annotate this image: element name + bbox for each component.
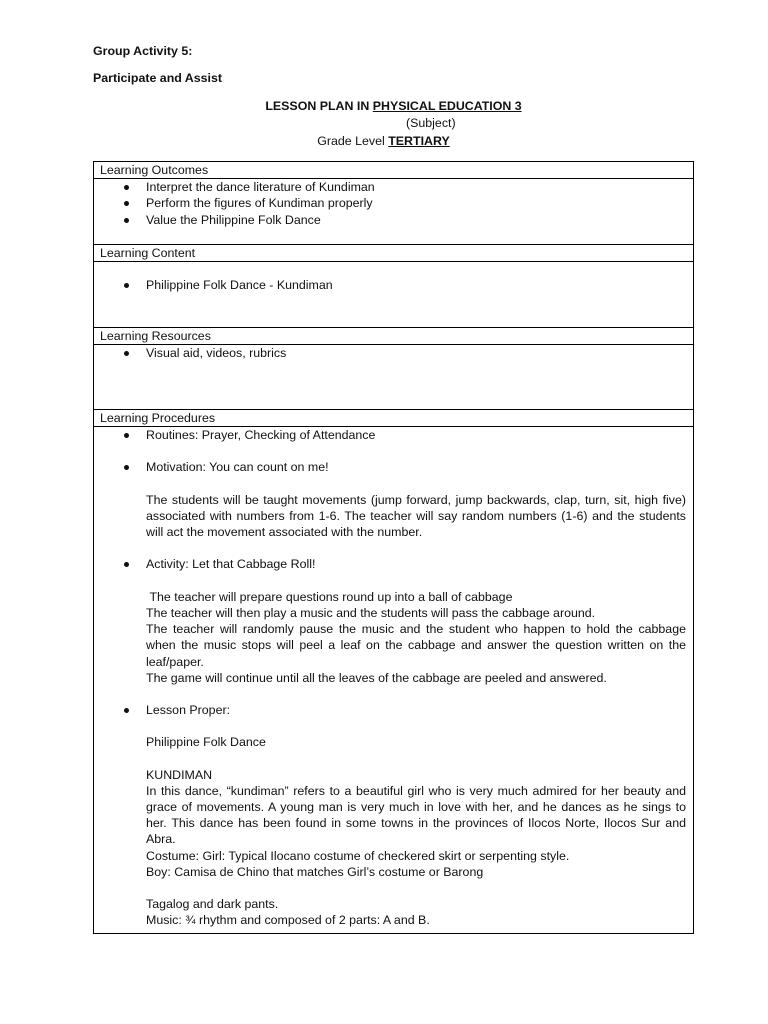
activity-line: The teacher will prepare questions round up into a ball of cabbage [146,589,513,604]
activity-line: The teacher will then play a music and the students will pass the cabbage around. [146,606,596,621]
bullet-icon [100,427,146,443]
dance-name: KUNDIMAN [146,767,213,782]
list-item: Motivation: You can count on me! [100,459,693,475]
bullet-icon [100,345,146,361]
bullet-icon [100,277,146,293]
grade-level [93,134,674,148]
dance-heading: Philippine Folk Dance [146,735,266,750]
list-item: Value the Philippine Folk Dance [100,212,693,228]
list-item: Philippine Folk Dance - Kundiman [100,277,693,293]
list-item: Visual aid, videos, rubrics [100,345,693,361]
resources-header: Learning Resources [94,328,694,345]
list-item: Interpret the dance literature of Kundiman [100,179,693,195]
bullet-icon [100,459,146,475]
activity-line: The teacher will randomly pause the music and the student who happen to hold the cabbage when the music stops will peel a leaf on the cabbage and answer the question written on the leaf/paper. [146,622,686,669]
lesson-plan-prefix: LESSON PLAN IN [265,99,373,113]
costume-boy: Boy: Camisa de Chino that matches Girl’s costume or Barong [146,864,484,879]
lesson-plan-table [93,161,694,934]
music-line: Music: ¾ rhythm and composed of 2 parts: A and B. [146,913,430,928]
tagalog-line: Tagalog and dark pants. [146,897,279,912]
activity-subtitle: Participate and Assist [93,71,223,85]
resources-body [94,345,694,410]
list-item: Lesson Proper: [100,702,693,718]
subject-label: (Subject) [406,116,456,130]
bullet-icon [100,179,146,195]
list-item: Perform the figures of Kundiman properly [100,195,693,211]
list-item: Routines: Prayer, Checking of Attendance [100,427,693,443]
content-header: Learning Content [94,245,694,262]
grade-value: TERTIARY [388,134,450,148]
dance-description: In this dance, “kundiman” refers to a beautiful girl who is very much admired for her beauty and grace of movements. A young man is very much in love with her, and he dances as he sings to her. This dance has been found in some towns in the provinces of Ilocos Norte, Ilocos Sur and Abra. [146,783,686,847]
bullet-icon [100,702,146,718]
content-body [94,262,694,328]
activity-line: The game will continue until all the leaves of the cabbage are peeled and answered. [146,670,607,685]
bullet-icon [100,556,146,572]
outcomes-body [94,179,694,245]
grade-prefix: Grade Level [317,134,389,148]
group-activity-label: Group Activity 5: [93,44,193,58]
bullet-icon [100,195,146,211]
costume-girl: Costume: Girl: Typical Ilocano costume of checkered skirt or serpenting style. [146,848,570,863]
outcomes-header: Learning Outcomes [94,162,694,179]
list-item: Activity: Let that Cabbage Roll! [100,556,693,572]
subject-value: PHYSICAL EDUCATION 3 [372,99,522,113]
lesson-plan-title [93,99,694,113]
procedures-body [94,427,694,934]
procedures-header: Learning Procedures [94,410,694,427]
motivation-description: The students will be taught movements (jump forward, jump backwards, clap, turn, sit, high five) associated with numbers from 1-6. The teacher will say random numbers (1-6) and the students will act the movement associated with the number. [146,492,686,540]
bullet-icon [100,212,146,228]
